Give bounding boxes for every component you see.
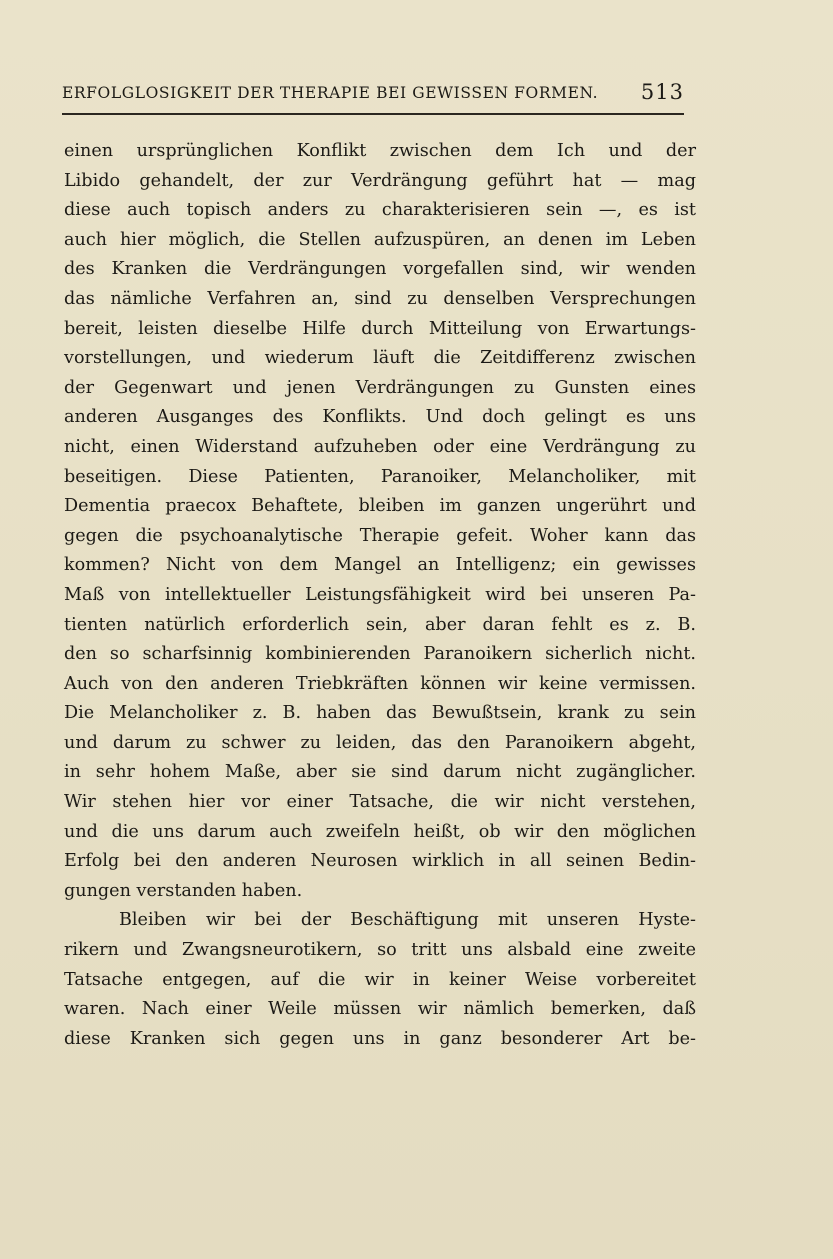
text-line: kommen? Nicht von dem Mangel an Intelligenz; ein gewisses <box>64 555 696 576</box>
text-line: Tatsache entgegen, auf die wir in keiner Weise vorbereitet <box>64 969 696 990</box>
text-line: diese auch topisch anders zu charakterisieren sein —, es ist <box>64 200 696 221</box>
text-line: Die Melancholiker z. B. haben das Bewußtsein, krank zu sein <box>64 703 696 724</box>
running-head-title: ERFOLGLOSIGKEIT DER THERAPIE BEI GEWISSEN FORMEN. <box>62 84 599 102</box>
text-line: Dementia praecox Behaftete, bleiben im ganzen ungerührt und <box>64 496 696 517</box>
text-line: und die uns darum auch zweifeln heißt, ob wir den möglichen <box>64 821 696 842</box>
text-line: das nämliche Verfahren an, sind zu denselben Versprechungen <box>64 288 696 309</box>
text-line: und darum zu schwer zu leiden, das den Paranoikern abgeht, <box>64 732 696 753</box>
text-line: Auch von den anderen Triebkräften können wir keine vermissen. <box>64 673 696 694</box>
text-line: Erfolg bei den anderen Neurosen wirklich in all seinen Bedin- <box>64 851 696 872</box>
text-line: den so scharfsinnig kombinierenden Paranoikern sicherlich nicht. <box>64 644 696 665</box>
text-line: tienten natürlich erforderlich sein, aber daran fehlt es z. B. <box>64 614 696 635</box>
text-line: anderen Ausganges des Konflikts. Und doch gelingt es uns <box>64 407 696 428</box>
text-line: der Gegenwart und jenen Verdrängungen zu Gunsten eines <box>64 377 696 398</box>
running-head <box>62 80 684 106</box>
text-line: waren. Nach einer Weile müssen wir nämlich bemerken, daß <box>64 999 696 1020</box>
text-line: rikern und Zwangsneurotikern, so tritt uns alsbald eine zweite <box>64 940 696 961</box>
text-line: des Kranken die Verdrängungen vorgefallen sind, wir wenden <box>64 259 696 280</box>
header-rule <box>62 113 684 115</box>
text-line: vorstellungen, und wiederum läuft die Zeitdifferenz zwischen <box>64 348 696 369</box>
text-line: Maß von intellektueller Leistungsfähigkeit wird bei unseren Pa- <box>64 584 696 605</box>
text-line: bereit, leisten dieselbe Hilfe durch Mitteilung von Erwartungs- <box>64 318 696 339</box>
paragraph-first-line: Bleiben wir bei der Beschäftigung mit unseren Hyste- <box>119 910 696 931</box>
text-line: in sehr hohem Maße, aber sie sind darum nicht zugänglicher. <box>64 762 696 783</box>
text-line: beseitigen. Diese Patienten, Paranoiker, Melancholiker, mit <box>64 466 696 487</box>
paragraph-last-line: gungen verstanden haben. <box>64 880 303 901</box>
text-line: Libido gehandelt, der zur Verdrängung geführt hat — mag <box>64 170 696 191</box>
text-line: Wir stehen hier vor einer Tatsache, die wir nicht verstehen, <box>64 792 696 813</box>
page-number: 513 <box>640 80 684 104</box>
text-line: auch hier möglich, die Stellen aufzuspüren, an denen im Leben <box>64 229 696 250</box>
text-line: diese Kranken sich gegen uns in ganz besonderer Art be- <box>64 1028 696 1049</box>
text-line: einen ursprünglichen Konflikt zwischen dem Ich und der <box>64 141 696 161</box>
text-line: nicht, einen Widerstand aufzuheben oder eine Verdrängung zu <box>64 436 696 457</box>
body-text <box>64 137 696 1054</box>
text-line: gegen die psychoanalytische Therapie gefeit. Woher kann das <box>64 525 696 546</box>
